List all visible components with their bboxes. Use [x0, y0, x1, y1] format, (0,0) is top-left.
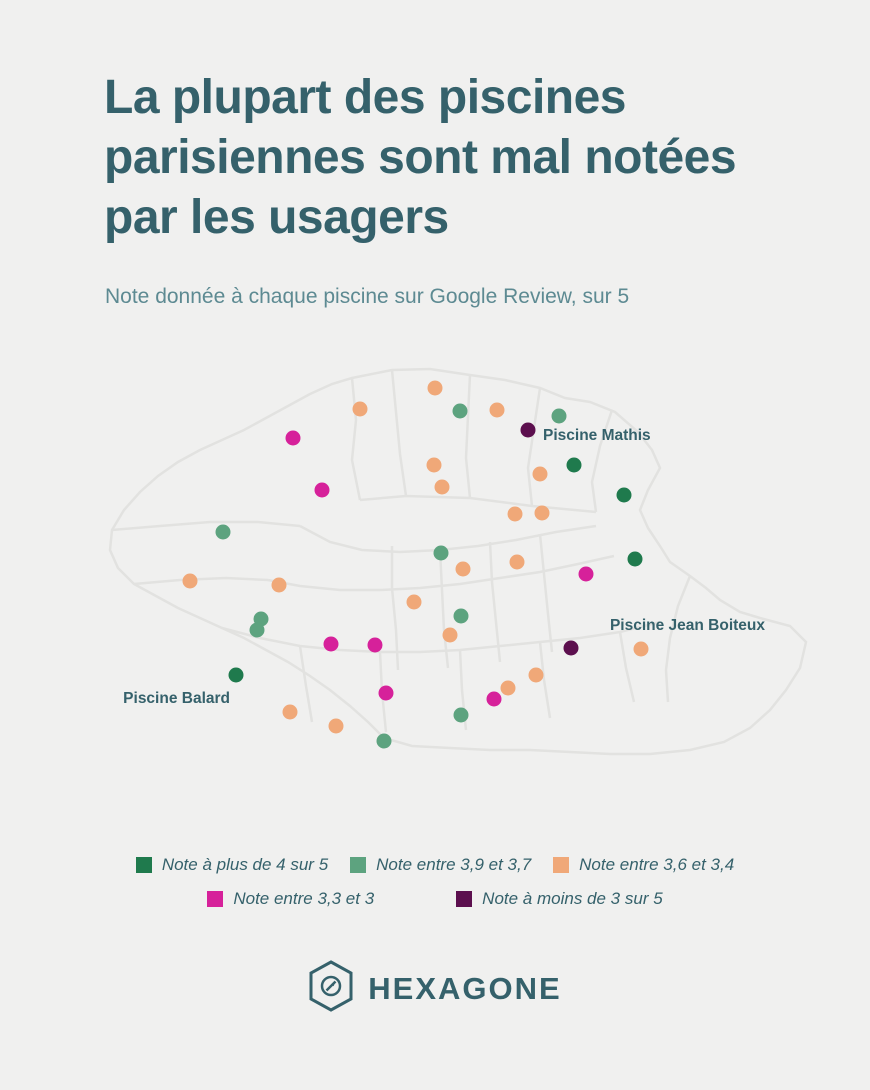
map-dot-piscine-28: [443, 628, 458, 643]
map-dot-piscine-20: [456, 562, 471, 577]
map-dot-piscine-11: [315, 483, 330, 498]
page-title: La plupart des piscines parisiennes sont mal notées par les usagers: [104, 71, 737, 244]
legend-label-between-33-3: Note entre 3,3 et 3: [233, 889, 375, 908]
map-label-piscine-jean-boiteux: Piscine Jean Boiteux: [609, 617, 765, 634]
page-subtitle: Note donnée à chaque piscine sur Google Review, sur 5: [105, 285, 630, 308]
map-dot-piscine-22: [183, 574, 198, 589]
legend-swatch-below-3: [456, 891, 472, 907]
legend-item-between-39-37: [350, 855, 531, 875]
map-dot-piscine-02: [353, 402, 368, 417]
map-dot-piscine-19: [628, 552, 643, 567]
paris-arrondissements-outline: [0, 350, 870, 810]
legend-label-above-4: Note à plus de 4 sur 5: [161, 855, 329, 874]
map-dot-piscine-24: [407, 595, 422, 610]
map-dot-piscine-12: [435, 480, 450, 495]
map-dot-piscine-15: [535, 506, 550, 521]
map-dot-piscine-32: [634, 642, 649, 657]
map-dot-piscine-39: [454, 708, 469, 723]
legend-row-1: [0, 855, 870, 875]
map-dot-piscine-04: [490, 403, 505, 418]
map-dot-piscine-36: [379, 686, 394, 701]
map-dot-piscine-18: [510, 555, 525, 570]
legend-swatch-between-39-37: [350, 857, 366, 873]
map-dot-piscine-40: [329, 719, 344, 734]
legend-item-above-4: [136, 855, 328, 875]
legend-swatch-between-36-34: [553, 857, 569, 873]
map-dot-piscine-06: [521, 423, 536, 438]
map-dot-piscine-37: [487, 692, 502, 707]
map-dot-piscine-09: [533, 467, 548, 482]
map-dot-piscine-14: [508, 507, 523, 522]
map-dot-piscine-33: [229, 668, 244, 683]
legend-row-2: [0, 889, 870, 909]
legend-label-between-36-34: Note entre 3,6 et 3,4: [579, 855, 735, 874]
brand-name: HEXAGONE: [368, 970, 562, 1006]
map-label-piscine-mathis: Piscine Mathis: [543, 427, 651, 444]
legend-item-between-33-3: [207, 889, 374, 909]
legend-item-below-3: [456, 889, 662, 909]
legend: [0, 855, 870, 923]
map-dot-piscine-26: [250, 623, 265, 638]
map-dot-piscine-16: [216, 525, 231, 540]
map-dot-piscine-01: [428, 381, 443, 396]
map-label-piscine-balard: Piscine Balard: [123, 690, 230, 707]
map-dot-piscine-38: [283, 705, 298, 720]
legend-item-between-36-34: [553, 855, 734, 875]
paris-map: [0, 350, 870, 810]
map-dot-piscine-30: [368, 638, 383, 653]
brand-footer: [0, 960, 870, 1017]
map-dot-piscine-27: [454, 609, 469, 624]
legend-swatch-between-33-3: [207, 891, 223, 907]
hexagon-logo-icon: [308, 960, 354, 1017]
map-dot-piscine-41: [377, 734, 392, 749]
map-dot-piscine-05: [552, 409, 567, 424]
legend-label-between-39-37: Note entre 3,9 et 3,7: [376, 855, 532, 874]
map-dot-piscine-21: [579, 567, 594, 582]
map-dot-piscine-13: [617, 488, 632, 503]
map-dot-piscine-07: [286, 431, 301, 446]
map-dot-piscine-03: [453, 404, 468, 419]
map-dot-piscine-31: [564, 641, 579, 656]
map-dot-piscine-17: [434, 546, 449, 561]
map-dot-piscine-08: [427, 458, 442, 473]
legend-swatch-above-4: [136, 857, 152, 873]
legend-label-below-3: Note à moins de 3 sur 5: [482, 889, 663, 908]
map-dot-piscine-10: [567, 458, 582, 473]
map-dot-piscine-29: [324, 637, 339, 652]
map-dot-piscine-34: [529, 668, 544, 683]
map-dot-piscine-23: [272, 578, 287, 593]
map-dot-piscine-35: [501, 681, 516, 696]
